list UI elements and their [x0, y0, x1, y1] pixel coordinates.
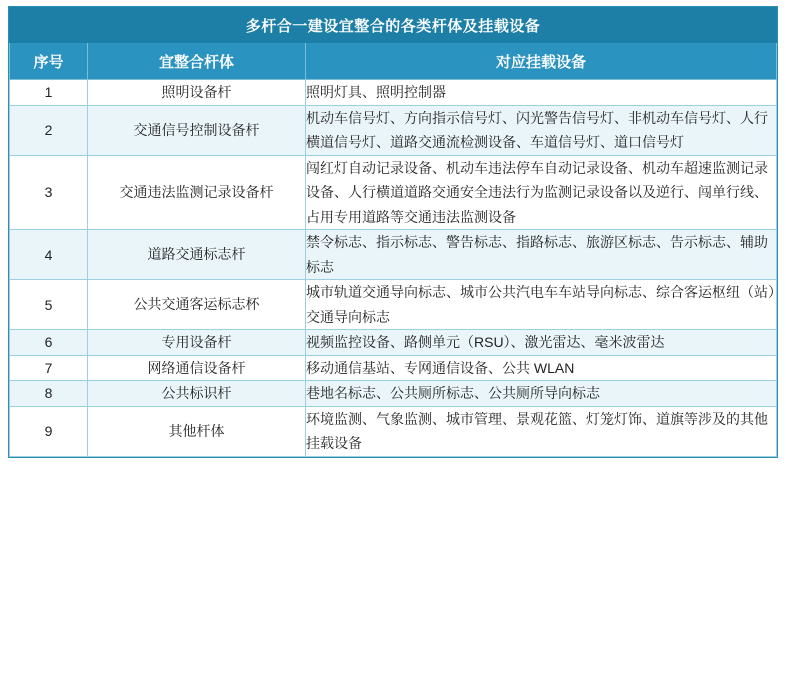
row-device: 巷地名标志、公共厕所标志、公共厕所导向标志: [306, 381, 777, 407]
table-row: [10, 80, 777, 106]
row-device: 环境监测、气象监测、城市管理、景观花篮、灯笼灯饰、道旗等涉及的其他挂载设备: [306, 406, 777, 456]
row-no: 9: [10, 406, 88, 456]
table-row: [10, 280, 777, 330]
table-row: [10, 230, 777, 280]
table-title: 多杆合一建设宜整合的各类杆体及挂载设备: [10, 8, 777, 43]
row-pole: 照明设备杆: [88, 80, 306, 106]
table-title-row: [10, 8, 777, 43]
row-pole: 公共交通客运标志杯: [88, 280, 306, 330]
table-row: [10, 155, 777, 230]
row-device: 闯红灯自动记录设备、机动车违法停车自动记录设备、机动车超速监测记录设备、人行横道道路交通安全违法行为监测记录设备以及逆行、闯单行线、占用专用道路等交通违法监测设备: [306, 155, 777, 230]
row-pole: 交通信号控制设备杆: [88, 105, 306, 155]
table-row: [10, 406, 777, 456]
column-header-pole: 宜整合杆体: [88, 43, 306, 80]
row-pole: 网络通信设备杆: [88, 355, 306, 381]
row-pole: 专用设备杆: [88, 330, 306, 356]
row-device: 视频监控设备、路侧单元（RSU）、激光雷达、毫米波雷达: [306, 330, 777, 356]
table-row: [10, 381, 777, 407]
row-device: 机动车信号灯、方向指示信号灯、闪光警告信号灯、非机动车信号灯、人行横道信号灯、道路交通流检测设备、车道信号灯、道口信号灯: [306, 105, 777, 155]
row-no: 4: [10, 230, 88, 280]
row-device: 城市轨道交通导向标志、城市公共汽电车车站导向标志、综合客运枢纽（站）交通导向标志: [306, 280, 777, 330]
column-header-no: 序号: [10, 43, 88, 80]
table-row: [10, 330, 777, 356]
table-row: [10, 105, 777, 155]
row-pole: 其他杆体: [88, 406, 306, 456]
pole-integration-table: [9, 7, 777, 457]
table-row: [10, 355, 777, 381]
row-no: 8: [10, 381, 88, 407]
row-no: 3: [10, 155, 88, 230]
row-device: 照明灯具、照明控制器: [306, 80, 777, 106]
row-no: 2: [10, 105, 88, 155]
column-header-device: 对应挂载设备: [306, 43, 777, 80]
row-pole: 公共标识杆: [88, 381, 306, 407]
row-no: 1: [10, 80, 88, 106]
row-pole: 道路交通标志杆: [88, 230, 306, 280]
pole-integration-table-container: [8, 6, 778, 458]
table-header-row: [10, 43, 777, 80]
row-device: 移动通信基站、专网通信设备、公共 WLAN: [306, 355, 777, 381]
row-device: 禁令标志、指示标志、警告标志、指路标志、旅游区标志、告示标志、辅助标志: [306, 230, 777, 280]
row-no: 6: [10, 330, 88, 356]
row-no: 7: [10, 355, 88, 381]
row-pole: 交通违法监测记录设备杆: [88, 155, 306, 230]
row-no: 5: [10, 280, 88, 330]
